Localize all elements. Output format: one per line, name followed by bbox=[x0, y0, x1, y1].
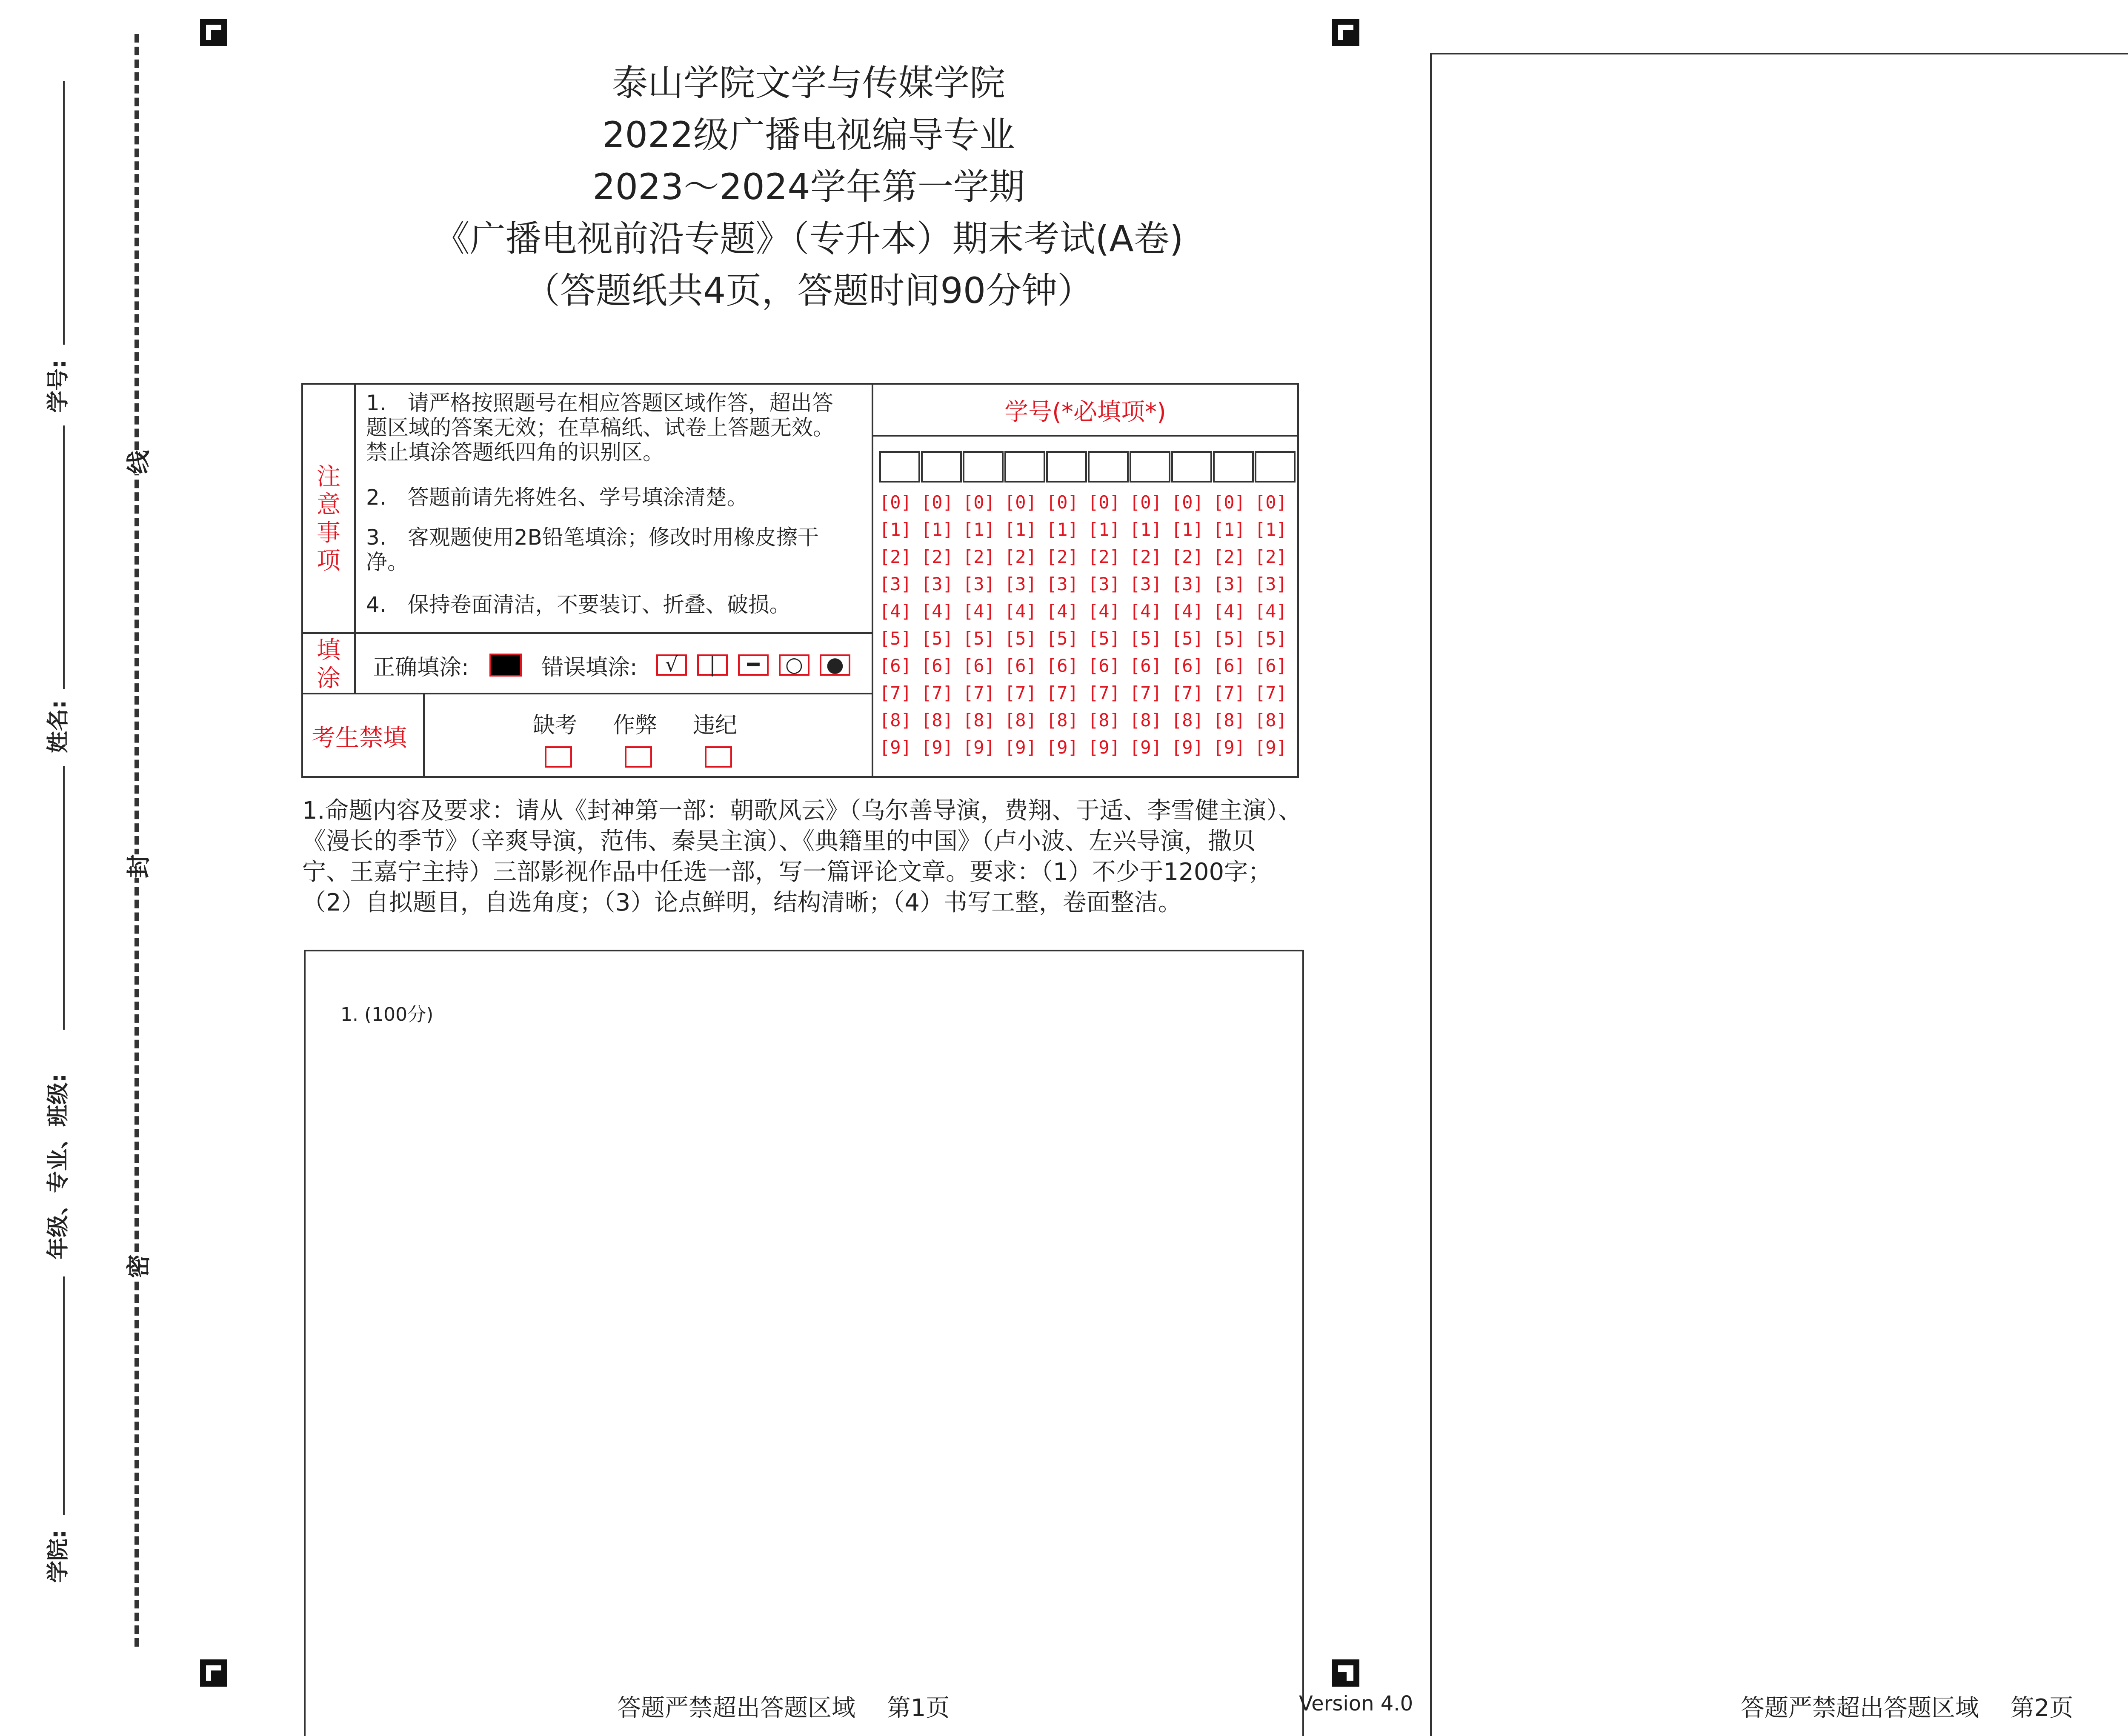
id-digit-box[interactable] bbox=[1255, 451, 1296, 483]
id-digit-bubble[interactable]: [6] bbox=[1004, 655, 1037, 676]
id-digit-bubble[interactable]: [2] bbox=[1130, 546, 1162, 567]
id-digit-bubble[interactable]: [6] bbox=[1213, 655, 1245, 676]
id-digit-bubble[interactable]: [8] bbox=[1130, 710, 1162, 731]
id-digit-bubble[interactable]: [5] bbox=[1255, 628, 1287, 649]
id-digit-bubble[interactable]: [7] bbox=[1255, 682, 1287, 703]
forbid-box-absent[interactable] bbox=[545, 746, 572, 768]
id-digit-bubble[interactable]: [3] bbox=[1171, 574, 1204, 594]
id-digit-bubble[interactable]: [8] bbox=[1004, 710, 1037, 731]
id-digit-bubble[interactable]: [4] bbox=[963, 601, 995, 622]
id-digit-bubble[interactable]: [4] bbox=[1213, 601, 1245, 622]
note-item-2: 2. 答题前请先将姓名、学号填涂清楚。 bbox=[366, 485, 748, 510]
id-digit-bubble[interactable]: [6] bbox=[1046, 655, 1078, 676]
wrong-example-circle: ○ bbox=[779, 654, 809, 676]
id-digit-bubble[interactable]: [1] bbox=[963, 519, 995, 540]
id-digit-bubble[interactable]: [7] bbox=[1088, 682, 1120, 703]
id-digit-bubble[interactable]: [0] bbox=[921, 492, 953, 513]
footer-page-1: 答题严禁超出答题区域 第1页 bbox=[617, 1694, 950, 1722]
college-label: 学院: bbox=[46, 1530, 71, 1583]
forbid-option-absent: 缺考 bbox=[533, 713, 578, 738]
name-line bbox=[63, 425, 65, 689]
id-digit-bubble[interactable]: [3] bbox=[1004, 574, 1037, 594]
header-course: 《广播电视前沿专题》（专升本）期末考试(A卷) bbox=[434, 218, 1184, 260]
id-digit-bubble[interactable]: [2] bbox=[1088, 546, 1120, 567]
id-digit-bubble[interactable]: [0] bbox=[1130, 492, 1162, 513]
wrong-example-dot: ● bbox=[820, 654, 850, 676]
id-digit-bubble[interactable]: [8] bbox=[921, 710, 953, 731]
answer-area-page-1[interactable] bbox=[304, 950, 1304, 1736]
id-digit-box[interactable] bbox=[879, 451, 920, 483]
id-digit-bubble[interactable]: [9] bbox=[1088, 737, 1120, 758]
id-digit-bubble[interactable]: [5] bbox=[1088, 628, 1120, 649]
id-digit-bubble[interactable]: [0] bbox=[1255, 492, 1287, 513]
id-digit-bubble[interactable]: [4] bbox=[1004, 601, 1037, 622]
header-college: 泰山学院文学与传媒学院 bbox=[612, 62, 1005, 104]
id-digit-box[interactable] bbox=[963, 451, 1004, 483]
id-digit-bubble[interactable]: [4] bbox=[1255, 601, 1287, 622]
note-item-1: 1. 请严格按照题号在相应答题区域作答，超出答题区域的答案无效；在草稿纸、试卷上答题无效。禁止填涂答题纸四角的识别区。 bbox=[366, 391, 834, 465]
wrong-example-check: √ bbox=[656, 654, 687, 676]
id-digit-bubble[interactable]: [9] bbox=[1255, 737, 1287, 758]
id-digit-bubble[interactable]: [2] bbox=[921, 546, 953, 567]
id-digit-bubble[interactable]: [1] bbox=[1130, 519, 1162, 540]
id-digit-box[interactable] bbox=[1004, 451, 1045, 483]
college-line bbox=[63, 1276, 65, 1515]
corner-marker-bottom-left bbox=[200, 1659, 227, 1687]
id-digit-box[interactable] bbox=[1130, 451, 1170, 483]
student-id-title: 学号(*必填项*) bbox=[1004, 398, 1166, 426]
id-digit-bubble[interactable]: [3] bbox=[1130, 574, 1162, 594]
id-digit-bubble[interactable]: [2] bbox=[963, 546, 995, 567]
id-digit-bubble[interactable]: [7] bbox=[921, 682, 953, 703]
id-digit-bubble[interactable]: [4] bbox=[1088, 601, 1120, 622]
seal-dashed-line bbox=[134, 34, 139, 1647]
forbid-option-violation: 违纪 bbox=[693, 713, 738, 738]
id-digit-bubble[interactable]: [2] bbox=[879, 546, 912, 567]
id-digit-bubble[interactable]: [2] bbox=[1004, 546, 1037, 567]
id-digit-bubble[interactable]: [3] bbox=[921, 574, 953, 594]
forbid-box-cheat[interactable] bbox=[625, 746, 652, 768]
id-digit-bubble[interactable]: [1] bbox=[1171, 519, 1204, 540]
id-digit-bubble[interactable]: [7] bbox=[1213, 682, 1245, 703]
id-digit-bubble[interactable]: [5] bbox=[1213, 628, 1245, 649]
id-digit-bubble[interactable]: [9] bbox=[1004, 737, 1037, 758]
student-id-title-border bbox=[873, 435, 1297, 437]
id-digit-bubble[interactable]: [7] bbox=[963, 682, 995, 703]
note-item-4: 4. 保持卷面清洁，不要装订、折叠、破损。 bbox=[366, 592, 791, 617]
id-digit-bubble[interactable]: [2] bbox=[1255, 546, 1287, 567]
id-digit-bubble[interactable]: [1] bbox=[921, 519, 953, 540]
id-digit-bubble[interactable]: [3] bbox=[963, 574, 995, 594]
forbid-title-cell bbox=[303, 694, 425, 776]
footer-version: Version 4.0 bbox=[1299, 1692, 1413, 1716]
id-digit-bubble[interactable]: [9] bbox=[1171, 737, 1204, 758]
footer-page-2: 答题严禁超出答题区域 第2页 bbox=[1741, 1694, 2074, 1722]
id-digit-bubble[interactable]: [5] bbox=[1004, 628, 1037, 649]
header-info: （答题纸共4页，答题时间90分钟） bbox=[524, 270, 1093, 311]
id-digit-bubble[interactable]: [0] bbox=[963, 492, 995, 513]
corner-marker-top-middle bbox=[1332, 19, 1359, 46]
id-digit-bubble[interactable]: [2] bbox=[1213, 546, 1245, 567]
id-digit-bubble[interactable]: [5] bbox=[1046, 628, 1078, 649]
forbid-box-violation[interactable] bbox=[705, 746, 732, 768]
id-digit-bubble[interactable]: [1] bbox=[1088, 519, 1120, 540]
id-digit-bubble[interactable]: [4] bbox=[879, 601, 912, 622]
id-digit-bubble[interactable]: [9] bbox=[1046, 737, 1078, 758]
id-digit-bubble[interactable]: [2] bbox=[1171, 546, 1204, 567]
note-item-3: 3. 客观题使用2B铅笔填涂；修改时用橡皮擦干净。 bbox=[366, 525, 819, 574]
id-digit-bubble[interactable]: [1] bbox=[1255, 519, 1287, 540]
id-digit-box[interactable] bbox=[1046, 451, 1087, 483]
id-digit-bubble[interactable]: [6] bbox=[1255, 655, 1287, 676]
corner-marker-top-left bbox=[200, 19, 227, 46]
id-digit-bubble[interactable]: [0] bbox=[1004, 492, 1037, 513]
grade-major-class-label: 年级、专业、班级: bbox=[46, 1074, 71, 1259]
id-digit-bubble[interactable]: [1] bbox=[1046, 519, 1078, 540]
id-digit-bubble[interactable]: [7] bbox=[879, 682, 912, 703]
question-score: 1. (100分) bbox=[340, 1004, 434, 1025]
id-digit-bubble[interactable]: [7] bbox=[1046, 682, 1078, 703]
id-digit-bubble[interactable]: [9] bbox=[1130, 737, 1162, 758]
id-digit-bubble[interactable]: [6] bbox=[1130, 655, 1162, 676]
header-major: 2022级广播电视编导专业 bbox=[602, 114, 1015, 156]
id-digit-bubble[interactable]: [0] bbox=[1171, 492, 1204, 513]
id-digit-bubble[interactable]: [4] bbox=[1130, 601, 1162, 622]
id-digit-bubble[interactable]: [9] bbox=[879, 737, 912, 758]
fill-title: 填涂 bbox=[317, 637, 340, 692]
id-digit-bubble[interactable]: [7] bbox=[1004, 682, 1037, 703]
id-digit-bubble[interactable]: [0] bbox=[879, 492, 912, 513]
correct-fill-label: 正确填涂: bbox=[373, 655, 469, 680]
notes-bottom-border bbox=[303, 632, 872, 634]
id-digit-bubble[interactable]: [0] bbox=[1088, 492, 1120, 513]
id-digit-bubble[interactable]: [3] bbox=[1213, 574, 1245, 594]
student-id-label: 学号: bbox=[46, 360, 71, 413]
id-digit-bubble[interactable]: [5] bbox=[1130, 628, 1162, 649]
id-digit-bubble[interactable]: [1] bbox=[1213, 519, 1245, 540]
id-digit-bubble[interactable]: [8] bbox=[963, 710, 995, 731]
id-digit-bubble[interactable]: [5] bbox=[879, 628, 912, 649]
wrong-example-dash: ━ bbox=[738, 654, 769, 676]
id-digit-bubble[interactable]: [5] bbox=[1171, 628, 1204, 649]
id-digit-bubble[interactable]: [8] bbox=[1213, 710, 1245, 731]
id-digit-bubble[interactable]: [6] bbox=[1088, 655, 1120, 676]
id-digit-bubble[interactable]: [5] bbox=[921, 628, 953, 649]
id-digit-bubble[interactable]: [4] bbox=[921, 601, 953, 622]
seal-char-mi: 密 bbox=[117, 1254, 157, 1278]
id-digit-bubble[interactable]: [3] bbox=[1088, 574, 1120, 594]
header-semester: 2023～2024学年第一学期 bbox=[592, 166, 1025, 208]
id-digit-bubble[interactable]: [6] bbox=[879, 655, 912, 676]
name-label: 姓名: bbox=[46, 700, 71, 753]
wrong-example-bar: | bbox=[697, 654, 728, 676]
id-digit-bubble[interactable]: [2] bbox=[1046, 546, 1078, 567]
id-digit-bubble[interactable]: [1] bbox=[1004, 519, 1037, 540]
id-digit-bubble[interactable]: [8] bbox=[1088, 710, 1120, 731]
id-digit-bubble[interactable]: [6] bbox=[921, 655, 953, 676]
id-digit-bubble[interactable]: [8] bbox=[1255, 710, 1287, 731]
wrong-fill-label: 错误填涂: bbox=[541, 655, 638, 680]
forbid-option-cheat: 作弊 bbox=[613, 713, 658, 738]
id-digit-bubble[interactable]: [0] bbox=[1046, 492, 1078, 513]
id-digit-box[interactable] bbox=[1171, 451, 1212, 483]
id-digit-bubble[interactable]: [9] bbox=[921, 737, 953, 758]
id-digit-box[interactable] bbox=[1088, 451, 1129, 483]
correct-fill-example bbox=[489, 654, 522, 677]
id-digit-bubble[interactable]: [7] bbox=[1171, 682, 1204, 703]
id-digit-box[interactable] bbox=[1213, 451, 1254, 483]
id-digit-bubble[interactable]: [4] bbox=[1046, 601, 1078, 622]
id-digit-bubble[interactable]: [1] bbox=[879, 519, 912, 540]
notes-title: 注意事项 bbox=[317, 463, 340, 575]
id-digit-bubble[interactable]: [0] bbox=[1213, 492, 1245, 513]
grade-line bbox=[63, 766, 65, 1030]
id-digit-bubble[interactable]: [9] bbox=[1213, 737, 1245, 758]
id-digit-bubble[interactable]: [9] bbox=[963, 737, 995, 758]
student-id-line bbox=[63, 81, 65, 345]
seal-char-xian: 线 bbox=[117, 450, 157, 474]
forbid-title: 考生禁填 bbox=[312, 724, 407, 752]
question-text: 1.命题内容及要求：请从《封神第一部：朝歌风云》（乌尔善导演，费翔、于适、李雪健主演）、《漫长的季节》（辛爽导演，范伟、秦昊主演）、《典籍里的中国》（卢小波、左兴导演，撒贝宁、王嘉宁主持）三部影视作品中任选一部，写一篇评论文章。要求：（1）不少于1200字；（2）自拟题目，自选角度；（3）论点鲜明，结构清晰；（4）书写工整，卷面整洁。 bbox=[302, 797, 1302, 917]
id-digit-bubble[interactable]: [6] bbox=[1171, 655, 1204, 676]
seal-char-feng: 封 bbox=[117, 854, 157, 878]
id-digit-bubble[interactable]: [4] bbox=[1171, 601, 1204, 622]
id-digit-bubble[interactable]: [5] bbox=[963, 628, 995, 649]
answer-area-page-2[interactable] bbox=[1430, 53, 2128, 1736]
id-digit-bubble[interactable]: [3] bbox=[879, 574, 912, 594]
table-divider-vertical bbox=[872, 385, 873, 776]
id-digit-bubble[interactable]: [8] bbox=[1171, 710, 1204, 731]
fill-title-cell bbox=[303, 634, 356, 694]
id-digit-box[interactable] bbox=[921, 451, 962, 483]
id-digit-bubble[interactable]: [7] bbox=[1130, 682, 1162, 703]
id-digit-bubble[interactable]: [8] bbox=[879, 710, 912, 731]
id-digit-bubble[interactable]: [6] bbox=[963, 655, 995, 676]
id-digit-bubble[interactable]: [8] bbox=[1046, 710, 1078, 731]
id-digit-bubble[interactable]: [3] bbox=[1046, 574, 1078, 594]
id-digit-bubble[interactable]: [3] bbox=[1255, 574, 1287, 594]
notes-title-cell bbox=[303, 385, 356, 634]
corner-marker-bottom-middle bbox=[1332, 1659, 1359, 1687]
